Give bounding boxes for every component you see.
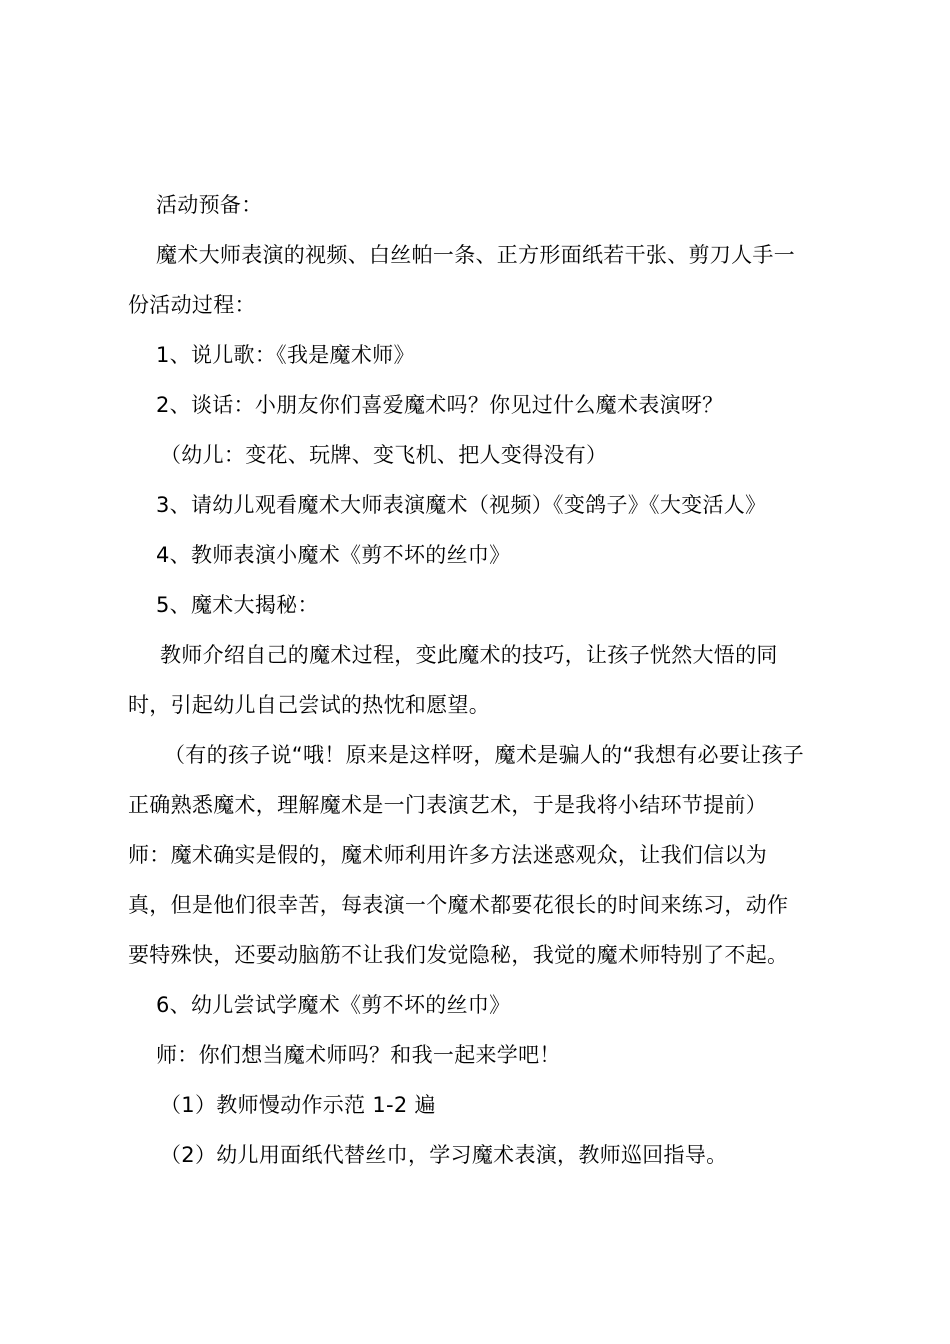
- paragraph-step-6: 6、幼儿尝试学魔术《剪不坏的丝巾》: [156, 993, 511, 1017]
- paragraph-step-4: 4、教师表演小魔术《剪不坏的丝巾》: [156, 543, 511, 567]
- document-body: [128, 180, 833, 1180]
- paragraph-teacher-invite: 师：你们想当魔术师吗？和我一起来学吧！: [156, 1043, 561, 1067]
- paragraph-reveal-line2: 时，引起幼儿自己尝试的热忱和愿望。: [128, 693, 491, 717]
- paragraph-teacher-line1: 师：魔术确实是假的，魔术师利用许多方法迷惑观众，让我们信以为: [128, 843, 767, 867]
- paragraph-materials-line1: 魔术大师表演的视频、白丝帕一条、正方形面纸若干张、剪刀人手一: [156, 243, 795, 267]
- paragraph-children-quote-line2: 正确熟悉魔术，理解魔术是一门表演艺术，于是我将小结环节提前）: [128, 793, 767, 817]
- paragraph-substep-1: （1）教师慢动作示范 1-2 遍: [160, 1093, 436, 1117]
- paragraph-reveal-line1: 教师介绍自己的魔术过程，变此魔术的技巧，让孩子恍然大悟的同: [160, 643, 778, 667]
- paragraph-materials-line2: 份活动过程：: [128, 293, 256, 317]
- paragraph-children-quote-line1: （有的孩子说“哦！原来是这样呀，魔术是骗人的“我想有必要让孩子: [164, 743, 805, 767]
- paragraph-teacher-line3: 要特殊快，还要动脑筋不让我们发觉隐秘，我觉的魔术师特别了不起。: [128, 943, 789, 967]
- paragraph-teacher-line2: 真，但是他们很幸苦，每表演一个魔术都要花很长的时间来练习，动作: [128, 893, 789, 917]
- paragraph-step-2: 2、谈话：小朋友你们喜爱魔术吗？你见过什么魔术表演呀？: [156, 393, 724, 417]
- paragraph-children-answer: （幼儿：变花、玩牌、变飞机、把人变得没有）: [160, 443, 608, 467]
- paragraph-step-5: 5、魔术大揭秘：: [156, 593, 319, 617]
- paragraph-substep-2: （2）幼儿用面纸代替丝巾，学习魔术表演，教师巡回指导。: [160, 1143, 728, 1167]
- paragraph-preparation-heading: 活动预备：: [156, 193, 263, 217]
- paragraph-step-3: 3、请幼儿观看魔术大师表演魔术（视频）《变鸽子》《大变活人》: [156, 493, 767, 517]
- paragraph-step-1: 1、说儿歌：《我是魔术师》: [156, 343, 415, 367]
